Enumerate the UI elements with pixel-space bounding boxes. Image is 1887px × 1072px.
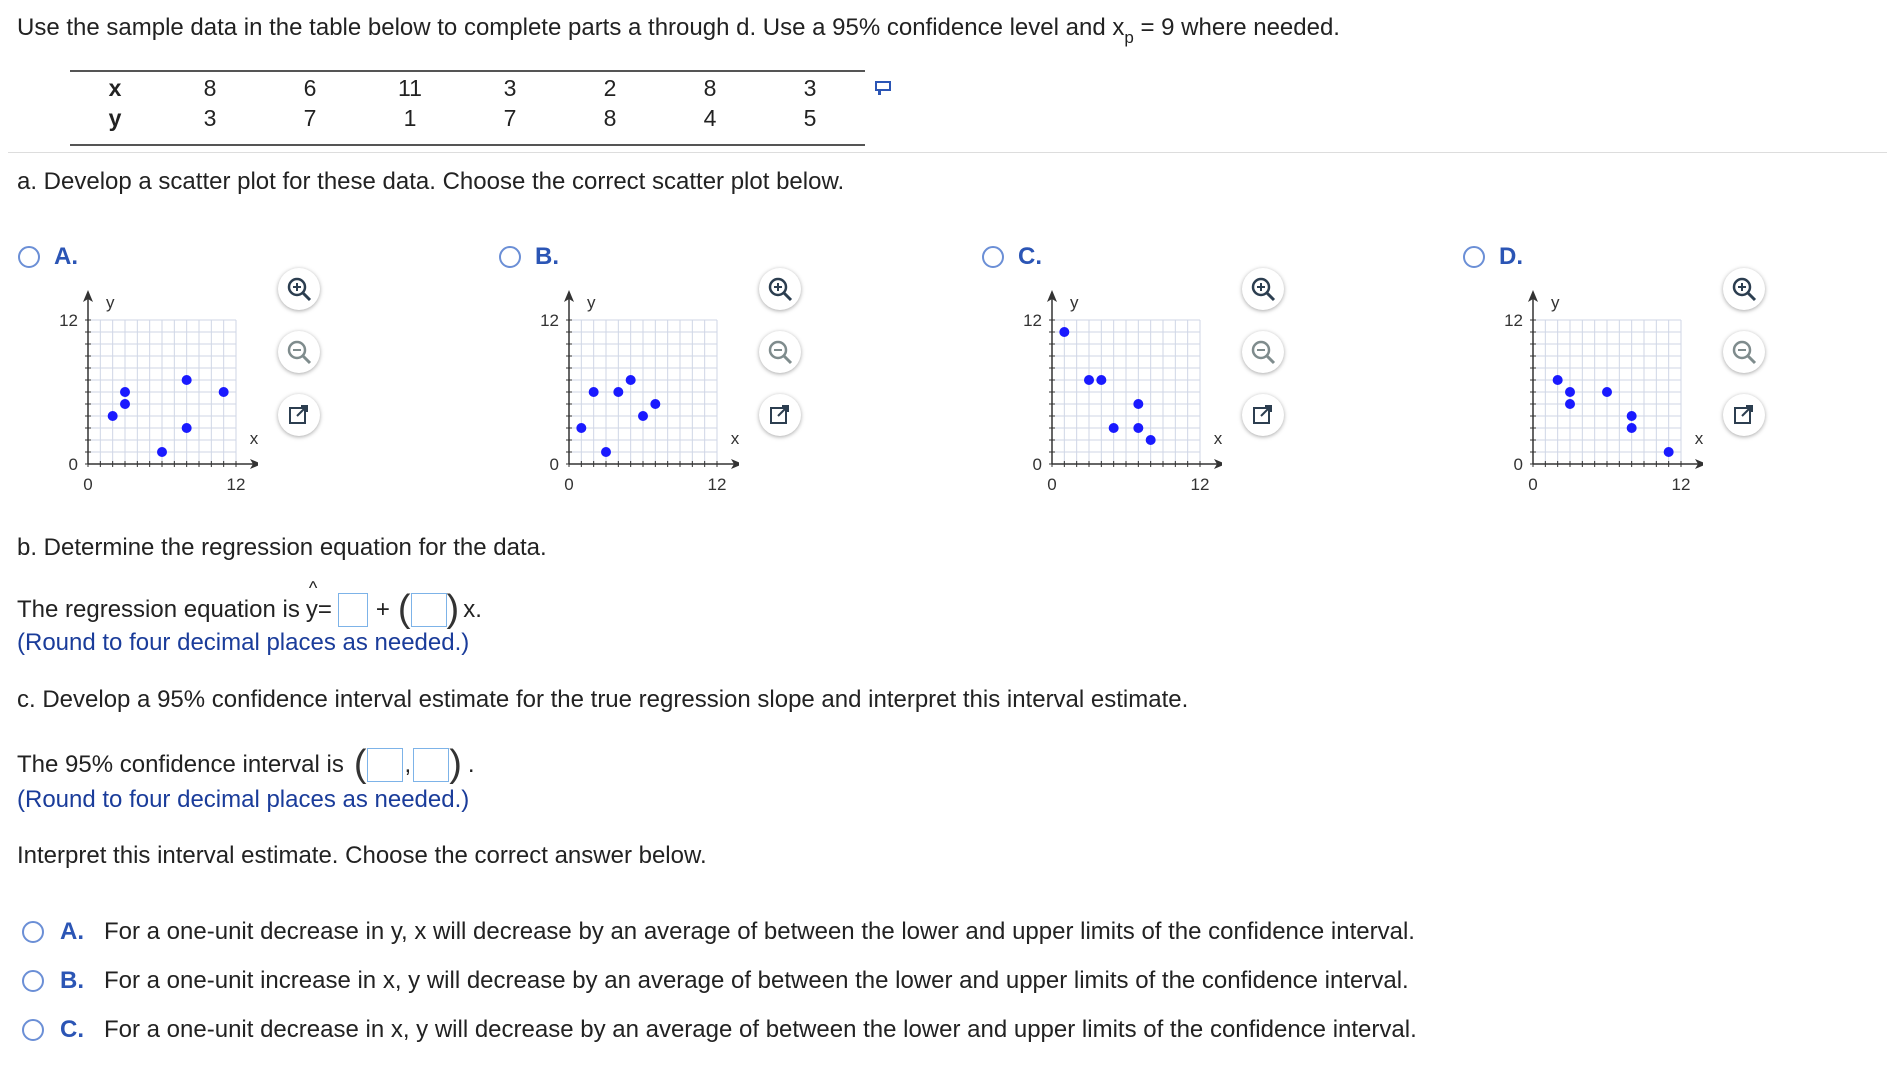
zoom-in-icon[interactable]: [1723, 268, 1765, 310]
x-axis-label: x: [1694, 429, 1703, 448]
data-point: [1602, 387, 1612, 397]
answer-c-radio[interactable]: [22, 1019, 44, 1041]
data-point: [1627, 423, 1637, 433]
answer-option-a[interactable]: A. For a one-unit decrease in y, x will decrease by an average of between the lower and upper limits of the confidence interval.: [22, 918, 1415, 946]
x-max-label: 12: [707, 475, 727, 494]
data-point: [638, 411, 648, 421]
open-external-icon[interactable]: [759, 394, 801, 436]
part-b-question: b. Determine the regression equation for the data.: [17, 534, 547, 561]
answer-a-radio[interactable]: [22, 921, 44, 943]
table-row-x: x 8 6 11 3 2 8 3: [108, 74, 817, 101]
x-max-label: 12: [1190, 475, 1210, 494]
zoom-out-icon[interactable]: [278, 331, 320, 373]
data-point: [182, 423, 192, 433]
answer-option-c[interactable]: C. For a one-unit decrease in x, y will decrease by an average of between the lower and upper limits of the confidence interval.: [22, 1016, 1417, 1044]
data-point: [650, 399, 660, 409]
intercept-input[interactable]: [338, 593, 368, 627]
x-min-label: 0: [83, 475, 93, 494]
data-point: [1059, 327, 1069, 337]
table-row-y: y 3 7 1 7 8 4 5: [108, 104, 817, 131]
scatter-plot-d: [1463, 0, 1703, 500]
y-min-label: 0: [1513, 455, 1523, 474]
x-min-label: 0: [1528, 475, 1538, 494]
x-axis-label: x: [730, 429, 739, 448]
y-hat: ^ y: [305, 577, 318, 623]
part-c-hint: (Round to four decimal places as needed.): [17, 786, 470, 813]
x-max-label: 12: [1671, 475, 1691, 494]
data-point: [1553, 375, 1563, 385]
data-point: [1565, 387, 1575, 397]
problem-intro: Use the sample data in the table below to complete parts a through d. Use a 95% confidence level and $x_p = 9$ where needed.: [17, 14, 1340, 47]
data-point: [120, 399, 130, 409]
zoom-in-icon[interactable]: [1242, 268, 1284, 310]
regression-equation-row: The regression equation is ^ y = + ( ) x.: [17, 577, 482, 630]
y-max-label: 12: [1504, 311, 1523, 330]
y-max-label: 12: [59, 311, 78, 330]
data-point: [576, 423, 586, 433]
part-a-question: a. Develop a scatter plot for these data. Choose the correct scatter plot below.: [17, 168, 845, 195]
zoom-in-icon[interactable]: [278, 268, 320, 310]
data-point: [589, 387, 599, 397]
y-axis-label: y: [1070, 293, 1079, 312]
y-min-label: 0: [68, 455, 78, 474]
scatter-plot-a: [18, 0, 258, 500]
data-point: [1565, 399, 1575, 409]
ci-upper-input[interactable]: [413, 748, 449, 782]
open-external-icon[interactable]: [1723, 394, 1765, 436]
slope-input[interactable]: [411, 593, 447, 627]
zoom-out-icon[interactable]: [759, 331, 801, 373]
y-min-label: 0: [549, 455, 559, 474]
data-point: [601, 447, 611, 457]
plot-option-d[interactable]: D.: [1463, 243, 1523, 271]
y-axis-label: y: [1551, 293, 1560, 312]
data-point: [219, 387, 229, 397]
y-axis-label: y: [587, 293, 596, 312]
data-point: [1627, 411, 1637, 421]
x-axis-label: x: [1213, 429, 1222, 448]
zoom-out-icon[interactable]: [1242, 331, 1284, 373]
answer-option-b[interactable]: B. For a one-unit increase in x, y will decrease by an average of between the lower and upper limits of the confidence interval.: [22, 967, 1409, 995]
confidence-interval-row: The 95% confidence interval is ( , ) .: [17, 743, 475, 785]
data-point: [108, 411, 118, 421]
data-point: [1084, 375, 1094, 385]
part-b-hint: (Round to four decimal places as needed.): [17, 629, 470, 656]
data-point: [1133, 423, 1143, 433]
data-point: [182, 375, 192, 385]
y-min-label: 0: [1032, 455, 1042, 474]
open-external-icon[interactable]: [1242, 394, 1284, 436]
open-external-icon[interactable]: [278, 394, 320, 436]
data-point: [157, 447, 167, 457]
y-max-label: 12: [1023, 311, 1042, 330]
data-point: [1096, 375, 1106, 385]
data-point: [613, 387, 623, 397]
data-point: [1109, 423, 1119, 433]
plot-option-a[interactable]: A.: [18, 243, 78, 271]
data-point: [1133, 399, 1143, 409]
ci-lower-input[interactable]: [367, 748, 403, 782]
data-point: [120, 387, 130, 397]
x-axis-label: x: [249, 429, 258, 448]
zoom-in-icon[interactable]: [759, 268, 801, 310]
y-max-label: 12: [540, 311, 559, 330]
part-c-question: c. Develop a 95% confidence interval estimate for the true regression slope and interpret this interval estimate.: [17, 686, 1189, 713]
copy-table-icon[interactable]: [873, 78, 893, 98]
scatter-plot-b: [499, 0, 739, 500]
zoom-out-icon[interactable]: [1723, 331, 1765, 373]
y-axis-label: y: [106, 293, 115, 312]
answer-b-radio[interactable]: [22, 970, 44, 992]
data-point: [1664, 447, 1674, 457]
plot-option-c[interactable]: C.: [982, 243, 1042, 271]
data-point: [1146, 435, 1156, 445]
interpret-prompt: Interpret this interval estimate. Choose the correct answer below.: [17, 842, 707, 869]
x-min-label: 0: [1047, 475, 1057, 494]
x-max-label: 12: [226, 475, 246, 494]
x-min-label: 0: [564, 475, 574, 494]
scatter-plot-c: [982, 0, 1222, 500]
data-point: [626, 375, 636, 385]
plot-option-b[interactable]: B.: [499, 243, 559, 271]
